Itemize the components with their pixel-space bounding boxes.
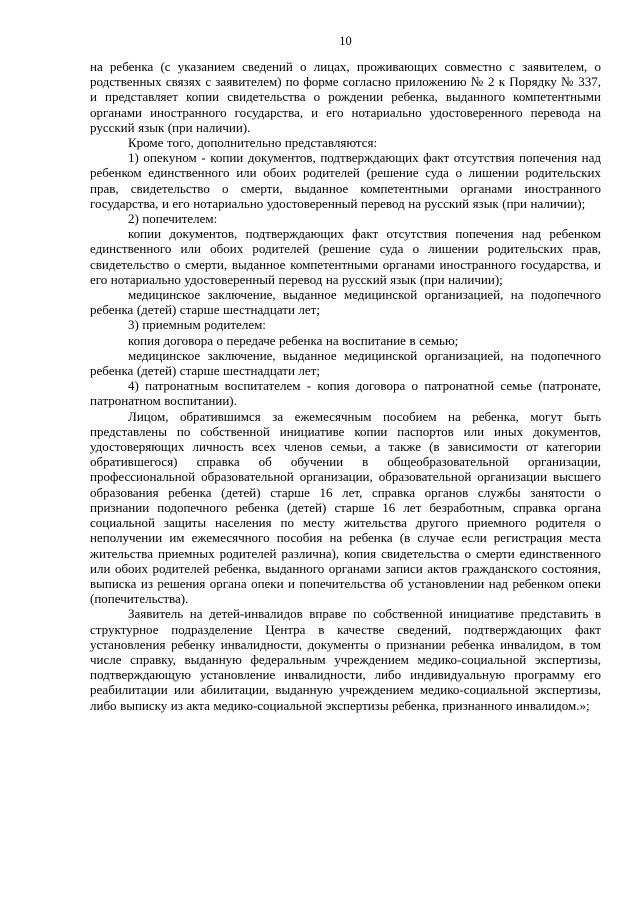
paragraph: копия договора о передаче ребенка на воспитание в семью; — [128, 332, 459, 348]
paragraph: медицинское заключение, выданное медицинской организацией, на подопечного ребенка (детей) старше шестнадцати лет; — [90, 347, 601, 379]
paragraph: 2) попечителем: — [128, 211, 218, 227]
paragraph: медицинское заключение, выданное медицинской организацией, на подопечного ребенка (детей) старше шестнадцати лет; — [90, 287, 601, 318]
paragraph: Лицом, обратившимся за ежемесячным пособием на ребенка, могут быть представлены по собственной инициативе копии паспортов или иных документов, удостоверяющих личность всех членов семьи, а также (в зависимости от категории обратившегося) справка об обучении в общеобразовательной организации, профессиональной образовательной организации, образовательной организации высшего образования ребенка (детей) старше 16 лет, справка органов службы занятости о признании подопечного ребенка (детей) старше 16 лет безработным, справка органа социальной защиты населения по месту жительства другого приемного родителя о неполучении им ежемесячного пособия на ребенка (в случае если регистрация места жительства приемных родителей различна), копия свидетельства о смерти единственного или обоих родителей ребенка, выданного органами записи актов гражданского состояния, выписка из решения органа опеки и попечительства об установлении над ребенком опеки (попечительства). — [90, 408, 601, 607]
page-number: 10 — [339, 34, 352, 48]
paragraph: Заявитель на детей-инвалидов вправе по собственной инициативе представить в структурное подразделение Центра в качестве сведений, подтверждающих факт установления ребенку инвалидности, документы о признании ребенка инвалидом, в том числе справку, выданную федеральным учреждением медико-социальной экспертизы, подтверждающую установление инвалидности, либо индивидуальную программу его реабилитации или абилитации, выданную учреждением медико-социальной экспертизы, либо выписку из акта медико-социальной экспертизы ребенка, признанного инвалидом.»; — [90, 606, 601, 713]
paragraph: копии документов, подтверждающих факт отсутствия попечения над ребенком единственного или обоих родителей (решение суда о лишении родительских прав, свидетельство о смерти, выданное компетентными органами иностранного государства, и его нотариально удостоверенный перевод на русский язык (при наличии); — [90, 226, 601, 287]
paragraph: Кроме того, дополнительно представляются: — [128, 135, 378, 151]
paragraph: 1) опекуном - копии документов, подтверждающих факт отсутствия попечения над ребенком единственного или обоих родителей (решение суда о лишении родительских прав, свидетельство о смерти, выданное компетентными органами иностранного государства, и его нотариально удостоверенный перевод на русский язык (при наличии); — [90, 150, 601, 211]
document-body — [90, 59, 601, 713]
paragraph: 3) приемным родителем: — [128, 317, 266, 333]
paragraph: на ребенка (с указанием сведений о лицах, проживающих совместно с заявителем, о родственных связях с заявителем) по форме согласно приложению № 2 к Порядку № 337, и представляет копии свидетельства о рождении ребенка, выданного компетентными органами иностранного государства, и его нотариально удостоверенного перевода на русский язык (при наличии). — [90, 59, 601, 135]
paragraph: 4) патронатным воспитателем - копия договора о патронатной семье (патронате, патронатном воспитании). — [90, 378, 601, 409]
